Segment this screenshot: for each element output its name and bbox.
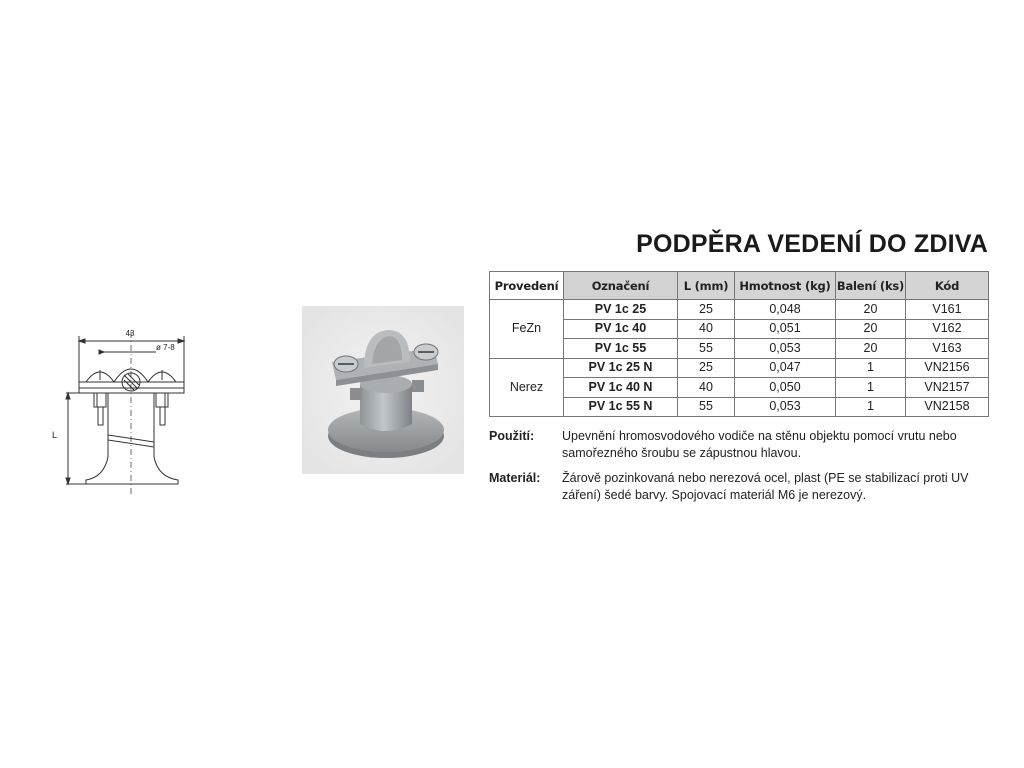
length-cell: 55	[678, 397, 735, 417]
code-cell: V161	[906, 300, 989, 320]
material-cell: Nerez	[490, 358, 564, 417]
table-row	[490, 339, 989, 359]
designation-cell: PV 1c 25	[564, 300, 678, 320]
code-cell: V162	[906, 319, 989, 339]
table-row	[490, 319, 989, 339]
pack-cell: 1	[836, 358, 906, 378]
header-code: Kód	[906, 272, 989, 300]
header-weight: Hmotnost (kg)	[735, 272, 836, 300]
pack-cell: 1	[836, 378, 906, 398]
material-label: Materiál:	[489, 471, 541, 485]
length-cell: 40	[678, 378, 735, 398]
weight-cell: 0,053	[735, 339, 836, 359]
code-cell: V163	[906, 339, 989, 359]
table-row	[490, 358, 989, 378]
product-photo	[302, 306, 464, 474]
spec-table	[489, 271, 989, 417]
weight-cell: 0,048	[735, 300, 836, 320]
header-provedeni: Provedení	[490, 272, 564, 300]
designation-cell: PV 1c 25 N	[564, 358, 678, 378]
weight-cell: 0,047	[735, 358, 836, 378]
page-title: PODPĚRA VEDENÍ DO ZDIVA	[636, 230, 988, 258]
designation-cell: PV 1c 40 N	[564, 378, 678, 398]
code-cell: VN2158	[906, 397, 989, 417]
table-row	[490, 378, 989, 398]
weight-cell: 0,051	[735, 319, 836, 339]
usage-text: Upevnění hromosvodového vodiče na stěnu objektu pomocí vrutu nebo samořezného šroubu se zápustnou hlavou.	[562, 429, 957, 460]
dim-hole-label: ø 7-8	[156, 343, 175, 352]
pack-cell: 20	[836, 319, 906, 339]
pack-cell: 20	[836, 300, 906, 320]
length-cell: 25	[678, 300, 735, 320]
table-row	[490, 397, 989, 417]
table-header-row	[490, 272, 989, 300]
length-cell: 40	[678, 319, 735, 339]
dim-length-label: L	[52, 430, 58, 440]
material-text: Žárově pozinkovaná nebo nerezová ocel, plast (PE se stabilizací proti UV záření) šedé barvy. Spojovací materiál M6 je nerezový.	[562, 471, 969, 502]
header-oznaceni: Označení	[564, 272, 678, 300]
pack-cell: 20	[836, 339, 906, 359]
dim-width-label: 43	[125, 329, 135, 338]
header-length: L (mm)	[678, 272, 735, 300]
header-pack: Balení (ks)	[836, 272, 906, 300]
length-cell: 25	[678, 358, 735, 378]
technical-drawing	[44, 322, 204, 494]
usage-label: Použití:	[489, 429, 535, 443]
table-row	[490, 300, 989, 320]
weight-cell: 0,053	[735, 397, 836, 417]
designation-cell: PV 1c 40	[564, 319, 678, 339]
pack-cell: 1	[836, 397, 906, 417]
code-cell: VN2156	[906, 358, 989, 378]
length-cell: 55	[678, 339, 735, 359]
designation-cell: PV 1c 55 N	[564, 397, 678, 417]
material-cell: FeZn	[490, 300, 564, 359]
weight-cell: 0,050	[735, 378, 836, 398]
designation-cell: PV 1c 55	[564, 339, 678, 359]
code-cell: VN2157	[906, 378, 989, 398]
